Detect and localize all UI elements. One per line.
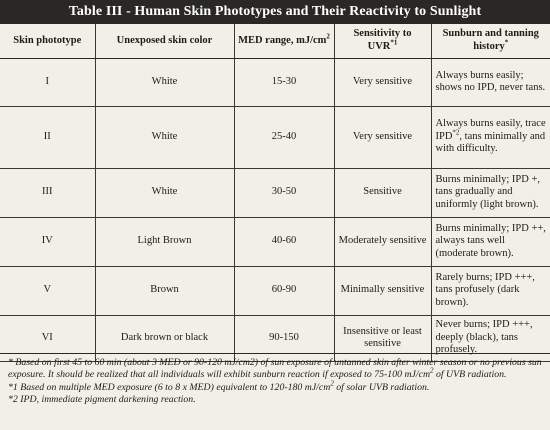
cell-phototype: V: [0, 266, 95, 315]
table-row-type-i: [0, 58, 550, 106]
phototype-table: [0, 24, 550, 362]
table-row-type-iii: [0, 168, 550, 217]
cell-sensitivity: Minimally sensitive: [334, 266, 431, 315]
table-row-type-v: [0, 266, 550, 315]
footnote-star: * Based on first 45 to 60 min (about 3 MED or 90-120 mJ/cm2) of sun exposure of untanned skin after winter season or no previous sun exposure. It should be realized that all individuals will exhibit sunburn reaction if exposed to 75-100 $mJ/cm^2$ of UVB radiation.: [8, 357, 542, 381]
cell-med-range: 15-30: [234, 58, 334, 106]
cell-med-range: 30-50: [234, 168, 334, 217]
cell-history: Always burns easily; shows no IPD, never tans.: [431, 58, 550, 106]
cell-med-range: 40-60: [234, 217, 334, 266]
cell-phototype: III: [0, 168, 95, 217]
cell-med-range: 60-90: [234, 266, 334, 315]
header-skin-color: Unexposed skin color: [95, 24, 234, 58]
cell-sensitivity: Very sensitive: [334, 106, 431, 168]
table-row-type-iv: [0, 217, 550, 266]
cell-history: Burns minimally; IPD ++, always tans well (moderate brown).: [431, 217, 550, 266]
table-title-text: Table III - Human Skin Phototypes and Their Reactivity to Sunlight: [68, 4, 482, 19]
cell-history: Always burns easily, trace IPD$^{*2}$, tans minimally and with difficulty.: [431, 106, 550, 168]
header-history: Sunburn and tanning history*: [431, 24, 550, 58]
cell-history: Burns minimally; IPD +, tans gradually and uniformly (light brown).: [431, 168, 550, 217]
cell-skin-color: Brown: [95, 266, 234, 315]
cell-phototype: I: [0, 58, 95, 106]
cell-med-range: 90-150: [234, 315, 334, 361]
header-phototype: Skin phototype: [0, 24, 95, 58]
cell-med-range: 25-40: [234, 106, 334, 168]
footnotes: [0, 353, 550, 430]
cell-history: Rarely burns; IPD +++, tans profusely (dark brown).: [431, 266, 550, 315]
table-header-row: [0, 24, 550, 58]
cell-history: Never burns; IPD +++, deeply (black), tans profusely.: [431, 315, 550, 361]
cell-skin-color: White: [95, 168, 234, 217]
header-sensitivity: Sensitivity to UVR$^{*1}$: [334, 24, 431, 58]
cell-phototype: VI: [0, 315, 95, 361]
cell-sensitivity: Sensitive: [334, 168, 431, 217]
cell-phototype: IV: [0, 217, 95, 266]
header-med-range: MED range, $mJ/cm^2$: [234, 24, 334, 58]
cell-sensitivity: Very sensitive: [334, 58, 431, 106]
cell-skin-color: White: [95, 106, 234, 168]
table-title: [0, 0, 550, 24]
cell-sensitivity: Moderately sensitive: [334, 217, 431, 266]
cell-sensitivity: Insensitive or least sensitive: [334, 315, 431, 361]
cell-skin-color: White: [95, 58, 234, 106]
cell-phototype: II: [0, 106, 95, 168]
cell-skin-color: Dark brown or black: [95, 315, 234, 361]
table-row-type-ii: [0, 106, 550, 168]
footnote-2: *2 IPD, immediate pigment darkening reaction.: [8, 394, 196, 406]
cell-skin-color: Light Brown: [95, 217, 234, 266]
footnote-1: *1 Based on multiple MED exposure (6 to 8 x MED) equivalent to 120-180 $mJ/cm^2$ of solar UVB radiation.: [8, 379, 430, 393]
